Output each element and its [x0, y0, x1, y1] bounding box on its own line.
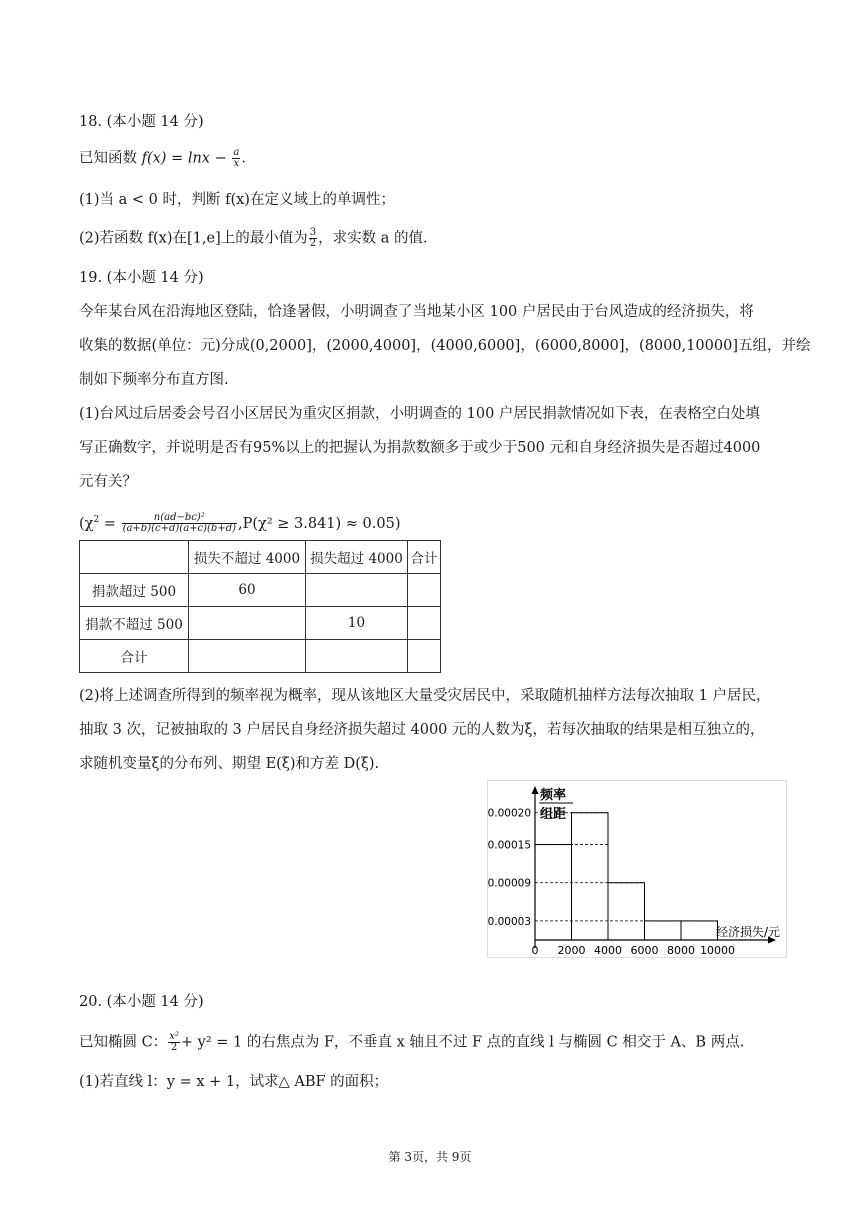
table-cell: 10	[306, 607, 408, 640]
q18-part1: (1)当 a < 0 时，判断 f(x)在定义域上的单调性；	[79, 192, 395, 208]
y-tick-label: 0.00020	[487, 807, 531, 820]
contingency-table	[79, 540, 441, 673]
q18-part2	[79, 228, 428, 249]
y-tick-label: 0.00015	[487, 839, 531, 852]
q20-stem-suffix: + y² = 1 的右焦点为 F，不垂直 x 轴且不过 F 点的直线 l 与椭圆 C 相交于 A、B 两点.	[180, 1034, 745, 1051]
q18-p2-frac-num: 3	[309, 227, 317, 238]
table-cell	[408, 607, 441, 640]
q18-stem-func: f(x) = lnx −	[141, 150, 227, 167]
table-cell	[408, 574, 441, 607]
table-cell	[306, 574, 408, 607]
q19-part2-3: 求随机变量ξ的分布列、期望 E(ξ)和方差 D(ξ).	[79, 756, 380, 772]
table-header-row	[80, 541, 441, 574]
table-row	[80, 574, 441, 607]
table-row-label: 合计	[80, 640, 189, 673]
q18-stem	[79, 148, 246, 169]
table-cell	[80, 541, 189, 574]
table-cell	[189, 607, 306, 640]
table-cell	[306, 640, 408, 673]
q18-stem-frac	[232, 148, 240, 169]
q19-part2-1: (2)将上述调查所得到的频率视为概率，现从该地区大量受灾居民中，采取随机抽样方法每次抽取 1 户居民，	[79, 688, 771, 704]
x-tick-label: 8000	[667, 944, 695, 957]
q20-frac-den: 2	[170, 1042, 178, 1053]
q19-formula-num: n(ad−bc)²	[122, 513, 237, 524]
q19-intro-3: 制如下频率分布直方图.	[79, 372, 229, 388]
y-axis-label-bottom: 组距	[540, 807, 567, 822]
histogram-bar	[535, 845, 572, 940]
q20-stem	[79, 1032, 744, 1053]
x-tick-label: 6000	[630, 944, 659, 957]
table-row	[80, 640, 441, 673]
histogram-bar	[645, 921, 682, 940]
q18-frac-den: x	[233, 158, 240, 169]
q18-p2-suffix: ，求实数 a 的值.	[318, 230, 428, 247]
x-axis-label: 经济损失/元	[716, 925, 781, 939]
q18-heading: 18. (本小题 14 分)	[79, 114, 204, 130]
q19-formula-den: (a+b)(c+d)(a+c)(b+d)	[122, 523, 237, 535]
table-cell: 60	[189, 574, 306, 607]
q18-p2-prefix: (2)若函数 f(x)在[1,e]上的最小值为	[79, 230, 308, 247]
y-tick-label: 0.00003	[487, 915, 531, 928]
q18-frac-num: a	[233, 147, 240, 158]
histogram-bar	[608, 883, 645, 940]
q19-heading: 19. (本小题 14 分)	[79, 270, 204, 286]
q19-part1-3: 元有关？	[79, 474, 137, 490]
page-footer: 第 3页，共 9页	[388, 1150, 472, 1164]
table-row	[80, 607, 441, 640]
table-row-label: 捐款超过 500	[80, 574, 189, 607]
table-header-cell: 损失不超过 4000	[189, 541, 306, 574]
table-cell	[408, 640, 441, 673]
q20-frac-num: x²	[169, 1031, 179, 1042]
x-tick-label: 10000	[700, 944, 735, 957]
q19-intro-2: 收集的数据(单位：元)分成(0,2000]，(2000,4000]，(4000,6000]，(6000,8000]，(8000,10000]五组，并绘	[79, 338, 811, 354]
q20-stem-prefix: 已知椭圆 C：	[79, 1034, 168, 1051]
histogram-bar	[681, 921, 718, 940]
table-row-label: 捐款不超过 500	[80, 607, 189, 640]
x-tick-label: 2000	[557, 944, 586, 957]
q19-part1-1: (1)台风过后居委会号召小区居民为重灾区捐款，小明调查的 100 户居民捐款情况如下表，在表格空白处填	[79, 406, 760, 422]
q18-stem-prefix: 已知函数	[79, 150, 142, 167]
q18-p2-frac	[309, 228, 317, 249]
y-tick-label: 0.00009	[487, 877, 531, 890]
x-tick-label: 4000	[594, 944, 622, 957]
q19-part1-2: 写正确数字，并说明是否有95%以上的把握认为捐款数额多于或少于500 元和自身经济损失是否超过4000	[79, 440, 761, 456]
q19-part2-2: 抽取 3 次，记被抽取的 3 户居民自身经济损失超过 4000 元的人数为ξ，若每次抽取的结果是相互独立的，	[79, 722, 765, 738]
q19-formula: ($\chi^2$ = $\frac{\text{n(ad−bc)²}}{(a+b)(c+d)(a+c)(b+d)}$ ,P(χ² ≥ 3.841) ≈ 0.05)	[79, 512, 401, 535]
q20-part1: (1)若直线 l：y = x + 1，试求△ ABF 的面积；	[79, 1074, 389, 1090]
q18-p2-frac-den: 2	[309, 238, 317, 249]
q19-formula-suffix: ,P(χ² ≥ 3.841) ≈ 0.05)	[238, 515, 401, 532]
q19-intro-1: 今年某台风在沿海地区登陆，恰逢暑假，小明调查了当地某小区 100 户居民由于台风造成的经济损失，将	[79, 304, 754, 320]
q19-formula-prefix: (χ	[79, 515, 94, 532]
origin-label: 0	[531, 944, 539, 957]
q19-formula-frac	[122, 513, 237, 534]
y-axis-label-top: 频率	[540, 788, 567, 803]
table-header-cell: 合计	[408, 541, 441, 574]
q20-heading: 20. (本小题 14 分)	[79, 994, 204, 1010]
q18-stem-suffix: .	[241, 150, 246, 167]
table-header-cell: 损失超过 4000	[306, 541, 408, 574]
table-cell	[189, 640, 306, 673]
q20-stem-frac	[168, 1032, 180, 1053]
frequency-histogram	[487, 780, 787, 958]
q19-formula-eq: =	[99, 515, 116, 532]
